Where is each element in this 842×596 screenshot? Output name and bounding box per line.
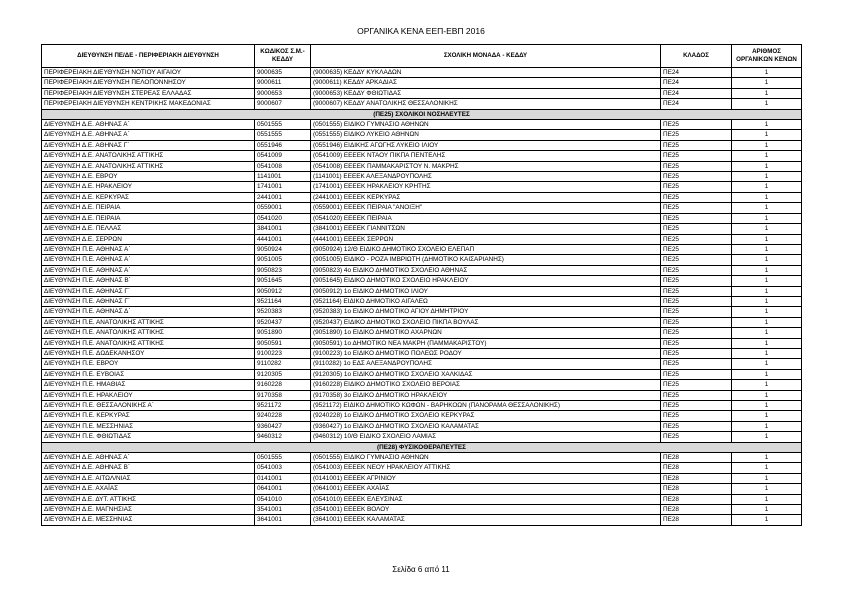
cell-specialty: ΠΕ25 — [661, 130, 732, 140]
cell-specialty: ΠΕ28 — [661, 453, 732, 463]
cell-specialty: ΠΕ25 — [661, 411, 732, 421]
cell-school: (3641001) ΕΕΕΕΚ ΚΑΛΑΜΑΤΑΣ — [311, 515, 661, 525]
cell-school: (0641001) ΕΕΕΕΚ ΑΧΑΪΑΣ — [311, 484, 661, 494]
cell-specialty: ΠΕ25 — [661, 348, 732, 358]
section-title: (ΠΕ25) ΣΧΟΛΙΚΟΙ ΝΟΣΗΛΕΥΤΕΣ — [42, 109, 802, 119]
cell-directorate: ΔΙΕΥΘΥΝΣΗ Δ.Ε. ΜΕΣΣΗΝΙΑΣ — [42, 515, 255, 525]
table-row — [42, 182, 802, 192]
cell-vacancies: 1 — [732, 432, 802, 442]
table-row — [42, 255, 802, 265]
cell-specialty: ΠΕ25 — [661, 265, 732, 275]
cell-specialty: ΠΕ24 — [661, 78, 732, 88]
cell-directorate: ΔΙΕΥΘΥΝΣΗ Δ.Ε. ΑΘΗΝΑΣ Α΄ — [42, 453, 255, 463]
cell-vacancies: 1 — [732, 338, 802, 348]
table-row — [42, 328, 802, 338]
cell-code: 0501555 — [255, 453, 311, 463]
cell-directorate: ΔΙΕΥΘΥΝΣΗ Π.Ε. ΑΘΗΝΑΣ Α΄ — [42, 265, 255, 275]
cell-vacancies: 1 — [732, 505, 802, 515]
cell-vacancies: 1 — [732, 203, 802, 213]
cell-specialty: ΠΕ28 — [661, 484, 732, 494]
cell-vacancies: 1 — [732, 88, 802, 98]
cell-school: (3841001) ΕΕΕΕΚ ΓΙΑΝΝΙΤΣΩΝ — [311, 224, 661, 234]
cell-code: 9170358 — [255, 390, 311, 400]
cell-vacancies: 1 — [732, 484, 802, 494]
cell-specialty: ΠΕ25 — [661, 317, 732, 327]
cell-school: (9360427) 1ο ΕΙΔΙΚΟ ΔΗΜΟΤΙΚΟ ΣΧΟΛΕΙΟ ΚΑΛΑΜΑΤΑΣ — [311, 421, 661, 431]
table-row — [42, 421, 802, 431]
cell-specialty: ΠΕ25 — [661, 213, 732, 223]
table-row — [42, 390, 802, 400]
cell-directorate: ΔΙΕΥΘΥΝΣΗ Δ.Ε. ΠΕΙΡΑΙΑ — [42, 203, 255, 213]
cell-directorate: ΔΙΕΥΘΥΝΣΗ Π.Ε. ΑΘΗΝΑΣ Α΄ — [42, 244, 255, 254]
cell-specialty: ΠΕ25 — [661, 338, 732, 348]
cell-school: (9051645) ΕΙΔΙΚΟ ΔΗΜΟΤΙΚΟ ΣΧΟΛΕΙΟ ΗΡΑΚΛΕΙΟΥ — [311, 276, 661, 286]
table-row — [42, 286, 802, 296]
cell-vacancies: 1 — [732, 390, 802, 400]
cell-school: (1741001) ΕΕΕΕΚ ΗΡΑΚΛΕΙΟΥ ΚΡΗΤΗΣ — [311, 182, 661, 192]
cell-vacancies: 1 — [732, 151, 802, 161]
cell-directorate: ΠΕΡΙΦΕΡΕΙΑΚΗ ΔΙΕΥΘΥΝΣΗ ΠΕΛΟΠΟΝΝΗΣΟΥ — [42, 78, 255, 88]
cell-vacancies: 1 — [732, 307, 802, 317]
cell-directorate: ΔΙΕΥΘΥΝΣΗ Δ.Ε. ΜΑΓΝΗΣΙΑΣ — [42, 505, 255, 515]
cell-code: 9520437 — [255, 317, 311, 327]
cell-code: 0559001 — [255, 203, 311, 213]
table-row — [42, 244, 802, 254]
cell-vacancies: 1 — [732, 224, 802, 234]
cell-school: (9000611) ΚΕΔΔΥ ΑΡΚΑΔΙΑΣ — [311, 78, 661, 88]
cell-specialty: ΠΕ28 — [661, 515, 732, 525]
table-row — [42, 359, 802, 369]
cell-code: 2441001 — [255, 192, 311, 202]
cell-directorate: ΔΙΕΥΘΥΝΣΗ Π.Ε. ΑΝΑΤΟΛΙΚΗΣ ΑΤΤΙΚΗΣ — [42, 328, 255, 338]
cell-directorate: ΠΕΡΙΦΕΡΕΙΑΚΗ ΔΙΕΥΘΥΝΣΗ ΣΤΕΡΕΑΣ ΕΛΛΑΔΑΣ — [42, 88, 255, 98]
cell-school: (9460312) 10/Θ ΕΙΔΙΚΟ ΣΧΟΛΕΙΟ ΛΑΜΙΑΣ — [311, 432, 661, 442]
table-row — [42, 68, 802, 78]
table-row — [42, 88, 802, 98]
cell-specialty: ΠΕ25 — [661, 203, 732, 213]
cell-directorate: ΔΙΕΥΘΥΝΣΗ Δ.Ε. ΗΡΑΚΛΕΙΟΥ — [42, 182, 255, 192]
cell-specialty: ΠΕ25 — [661, 192, 732, 202]
table-row — [42, 213, 802, 223]
cell-school: (4441001) ΕΕΕΕΚ ΣΕΡΡΩΝ — [311, 234, 661, 244]
cell-code: 1141001 — [255, 172, 311, 182]
cell-code: 9051005 — [255, 255, 311, 265]
cell-school: (9520437) ΕΙΔΙΚΟ ΔΗΜΟΤΙΚΟ ΣΧΟΛΕΙΟ ΠΙΚΠΑ ΒΟΥΛΑΣ — [311, 317, 661, 327]
cell-specialty: ΠΕ25 — [661, 140, 732, 150]
page-title: ΟΡΓΑΝΙΚΑ ΚΕΝΑ ΕΕΠ-ΕΒΠ 2016 — [357, 26, 485, 36]
table-row — [42, 380, 802, 390]
cell-school: (9110282) 1ο ΕΔΣ ΑΛΕΞΑΝΔΡΟΥΠΟΛΗΣ — [311, 359, 661, 369]
table-row — [42, 317, 802, 327]
cell-code: 9050924 — [255, 244, 311, 254]
table-row — [42, 172, 802, 182]
section-header-row — [42, 109, 802, 119]
cell-directorate: ΔΙΕΥΘΥΝΣΗ Δ.Ε. ΣΕΡΡΩΝ — [42, 234, 255, 244]
cell-vacancies: 1 — [732, 182, 802, 192]
cell-vacancies: 1 — [732, 99, 802, 109]
cell-specialty: ΠΕ25 — [661, 182, 732, 192]
cell-school: (0559001) ΕΕΕΕΚ ΠΕΙΡΑΙΑ "ΑΝΟΙΞΗ" — [311, 203, 661, 213]
cell-directorate: ΔΙΕΥΘΥΝΣΗ Π.Ε. ΕΒΡΟΥ — [42, 359, 255, 369]
cell-code: 9100223 — [255, 348, 311, 358]
cell-vacancies: 1 — [732, 359, 802, 369]
cell-vacancies: 1 — [732, 213, 802, 223]
cell-directorate: ΔΙΕΥΘΥΝΣΗ Π.Ε. ΑΘΗΝΑΣ Α΄ — [42, 255, 255, 265]
cell-specialty: ΠΕ25 — [661, 172, 732, 182]
vacancies-table — [41, 44, 802, 526]
table-row — [42, 338, 802, 348]
cell-specialty: ΠΕ25 — [661, 432, 732, 442]
cell-school: (0501555) ΕΙΔΙΚΟ ΓΥΜΝΑΣΙΟ ΑΘΗΝΩΝ — [311, 453, 661, 463]
cell-specialty: ΠΕ25 — [661, 151, 732, 161]
cell-vacancies: 1 — [732, 328, 802, 338]
cell-school: (9100223) 1ο ΕΙΔΙΚΟ ΔΗΜΟΤΙΚΟ ΠΟΛΕΩΣ ΡΟΔΟΥ — [311, 348, 661, 358]
table-row — [42, 505, 802, 515]
cell-school: (9050924) 12/Θ ΕΙΔΙΚΟ ΔΗΜΟΤΙΚΟ ΣΧΟΛΕΙΟ ΕΛΕΠΑΠ — [311, 244, 661, 254]
cell-vacancies: 1 — [732, 192, 802, 202]
cell-school: (0541020) ΕΕΕΕΚ ΠΕΙΡΑΙΑ — [311, 213, 661, 223]
cell-directorate: ΔΙΕΥΘΥΝΣΗ Π.Ε. ΑΘΗΝΑΣ Β΄ — [42, 276, 255, 286]
cell-directorate: ΔΙΕΥΘΥΝΣΗ Δ.Ε. ΚΕΡΚΥΡΑΣ — [42, 192, 255, 202]
cell-code: 9000635 — [255, 68, 311, 78]
cell-directorate: ΔΙΕΥΘΥΝΣΗ Π.Ε. ΦΘΙΩΤΙΔΑΣ — [42, 432, 255, 442]
cell-specialty: ΠΕ25 — [661, 296, 732, 306]
cell-directorate: ΔΙΕΥΘΥΝΣΗ Π.Ε. ΑΘΗΝΑΣ Δ΄ — [42, 307, 255, 317]
cell-school: (0551946) ΕΙΔΙΚΗΣ ΑΓΩΓΗΣ ΛΥΚΕΙΟ ΙΛΙΟΥ — [311, 140, 661, 150]
table-row — [42, 203, 802, 213]
cell-school: (0541008) ΕΕΕΕΚ ΠΑΜΜΑΚΑΡΙΣΤΟΥ Ν. ΜΑΚΡΗΣ — [311, 161, 661, 171]
cell-specialty: ΠΕ28 — [661, 505, 732, 515]
table-row — [42, 161, 802, 171]
table-header-row — [42, 45, 802, 68]
cell-directorate: ΔΙΕΥΘΥΝΣΗ Π.Ε. ΗΜΑΘΙΑΣ — [42, 380, 255, 390]
cell-code: 3541001 — [255, 505, 311, 515]
cell-code: 0541008 — [255, 161, 311, 171]
cell-vacancies: 1 — [732, 317, 802, 327]
cell-vacancies: 1 — [732, 369, 802, 379]
cell-code: 9460312 — [255, 432, 311, 442]
cell-vacancies: 1 — [732, 286, 802, 296]
cell-code: 0541010 — [255, 494, 311, 504]
cell-code: 9051890 — [255, 328, 311, 338]
table-body — [42, 68, 802, 526]
cell-directorate: ΠΕΡΙΦΕΡΕΙΑΚΗ ΔΙΕΥΘΥΝΣΗ ΝΟΤΙΟΥ ΑΙΓΑΙΟΥ — [42, 68, 255, 78]
cell-school: (9120305) 1ο ΕΙΔΙΚΟ ΔΗΜΟΤΙΚΟ ΣΧΟΛΕΙΟ ΧΑΛΚΙΔΑΣ — [311, 369, 661, 379]
cell-code: 9050823 — [255, 265, 311, 275]
cell-specialty: ΠΕ25 — [661, 401, 732, 411]
cell-code: 3641001 — [255, 515, 311, 525]
table-row — [42, 78, 802, 88]
cell-school: (9520383) 1ο ΕΙΔΙΚΟ ΔΗΜΟΤΙΚΟ ΑΓΙΟΥ ΔΗΜΗΤΡΙΟΥ — [311, 307, 661, 317]
cell-school: (0541003) ΕΕΕΕΚ ΝΕΟΥ ΗΡΑΚΛΕΙΟΥ ΑΤΤΙΚΗΣ — [311, 463, 661, 473]
cell-vacancies: 1 — [732, 265, 802, 275]
cell-directorate: ΔΙΕΥΘΥΝΣΗ Π.Ε. ΑΝΑΤΟΛΙΚΗΣ ΑΤΤΙΚΗΣ — [42, 317, 255, 327]
cell-school: (2441001) ΕΕΕΕΚ ΚΕΡΚΥΡΑΣ — [311, 192, 661, 202]
table-row — [42, 494, 802, 504]
table-row — [42, 348, 802, 358]
table-row — [42, 276, 802, 286]
cell-specialty: ΠΕ24 — [661, 88, 732, 98]
cell-school: (9050823) 4ο ΕΙΔΙΚΟ ΔΗΜΟΤΙΚΟ ΣΧΟΛΕΙΟ ΑΘΗΝΑΣ — [311, 265, 661, 275]
cell-directorate: ΔΙΕΥΘΥΝΣΗ Π.Ε. ΚΕΡΚΥΡΑΣ — [42, 411, 255, 421]
cell-directorate: ΔΙΕΥΘΥΝΣΗ Δ.Ε. ΕΒΡΟΥ — [42, 172, 255, 182]
page-number: Σελίδα 6 από 11 — [392, 565, 450, 574]
cell-vacancies: 1 — [732, 276, 802, 286]
cell-directorate: ΔΙΕΥΘΥΝΣΗ Δ.Ε. ΑΘΗΝΑΣ Γ΄ — [42, 140, 255, 150]
cell-specialty: ΠΕ25 — [661, 244, 732, 254]
section-header-row — [42, 442, 802, 452]
column-header-vacancies: ΑΡΙΘΜΟΣ ΟΡΓΑΝΙΚΩΝ ΚΕΝΩΝ — [732, 45, 802, 68]
cell-vacancies: 1 — [732, 140, 802, 150]
cell-specialty: ΠΕ25 — [661, 328, 732, 338]
cell-directorate: ΔΙΕΥΘΥΝΣΗ Δ.Ε. ΔΥΤ. ΑΤΤΙΚΗΣ — [42, 494, 255, 504]
cell-school: (9160228) ΕΙΔΙΚΟ ΔΗΜΟΤΙΚΟ ΣΧΟΛΕΙΟ ΒΕΡΟΙΑΣ — [311, 380, 661, 390]
cell-code: 0141001 — [255, 473, 311, 483]
table-row — [42, 296, 802, 306]
cell-vacancies: 1 — [732, 172, 802, 182]
cell-vacancies: 1 — [732, 411, 802, 421]
cell-code: 0551946 — [255, 140, 311, 150]
cell-code: 0551555 — [255, 130, 311, 140]
cell-specialty: ΠΕ28 — [661, 494, 732, 504]
table-row — [42, 265, 802, 275]
cell-code: 9360427 — [255, 421, 311, 431]
cell-vacancies: 1 — [732, 130, 802, 140]
cell-school: (0141001) ΕΕΕΕΚ ΑΓΡΙΝΙΟΥ — [311, 473, 661, 483]
cell-directorate: ΔΙΕΥΘΥΝΣΗ Δ.Ε. ΑΙΤΩΛ/ΝΙΑΣ — [42, 473, 255, 483]
cell-code: 9050912 — [255, 286, 311, 296]
table-row — [42, 473, 802, 483]
cell-vacancies: 1 — [732, 401, 802, 411]
cell-specialty: ΠΕ25 — [661, 286, 732, 296]
cell-school: (3541001) ΕΕΕΕΚ ΒΟΛΟΥ — [311, 505, 661, 515]
table-row — [42, 453, 802, 463]
cell-vacancies: 1 — [732, 234, 802, 244]
cell-specialty: ΠΕ25 — [661, 380, 732, 390]
cell-code: 9000653 — [255, 88, 311, 98]
cell-specialty: ΠΕ25 — [661, 359, 732, 369]
cell-code: 9520383 — [255, 307, 311, 317]
table-row — [42, 234, 802, 244]
cell-specialty: ΠΕ25 — [661, 255, 732, 265]
cell-vacancies: 1 — [732, 78, 802, 88]
cell-vacancies: 1 — [732, 161, 802, 171]
table-row — [42, 307, 802, 317]
column-header-directorate: ΔΙΕΥΘΥΝΣΗ ΠΕ/ΔΕ - ΠΕΡΙΦΕΡΙΑΚΗ ΔΙΕΥΘΥΝΣΗ — [42, 45, 255, 68]
cell-specialty: ΠΕ25 — [661, 421, 732, 431]
cell-specialty: ΠΕ25 — [661, 307, 732, 317]
cell-school: (9051890) 1ο ΕΙΔΙΚΟ ΔΗΜΟΤΙΚΟ ΑΧΑΡΝΩΝ — [311, 328, 661, 338]
cell-school: (9000635) ΚΕΔΔΥ ΚΥΚΛΑΔΩΝ — [311, 68, 661, 78]
cell-code: 0541020 — [255, 213, 311, 223]
cell-school: (0501555) ΕΙΔΙΚΟ ΓΥΜΝΑΣΙΟ ΑΘΗΝΩΝ — [311, 120, 661, 130]
cell-code: 1741001 — [255, 182, 311, 192]
cell-code: 0541003 — [255, 463, 311, 473]
cell-directorate: ΔΙΕΥΘΥΝΣΗ Π.Ε. ΕΥΒΟΙΑΣ — [42, 369, 255, 379]
cell-specialty: ΠΕ25 — [661, 276, 732, 286]
cell-school: (0541010) ΕΕΕΕΚ ΕΛΕΥΣΙΝΑΣ — [311, 494, 661, 504]
cell-specialty: ΠΕ25 — [661, 161, 732, 171]
cell-directorate: ΔΙΕΥΘΥΝΣΗ Δ.Ε. ΑΝΑΤΟΛΙΚΗΣ ΑΤΤΙΚΗΣ — [42, 151, 255, 161]
cell-directorate: ΔΙΕΥΘΥΝΣΗ Π.Ε. ΗΡΑΚΛΕΙΟΥ — [42, 390, 255, 400]
cell-code: 9050591 — [255, 338, 311, 348]
cell-directorate: ΔΙΕΥΘΥΝΣΗ Π.Ε. ΑΘΗΝΑΣ Γ΄ — [42, 296, 255, 306]
cell-school: (0541009) ΕΕΕΕΚ ΝΤΑΟΥ ΠΙΚΠΑ ΠΕΝΤΕΛΗΣ — [311, 151, 661, 161]
cell-specialty: ΠΕ24 — [661, 68, 732, 78]
column-header-school: ΣΧΟΛΙΚΗ ΜΟΝΑΔΑ - ΚΕΔΔΥ — [311, 45, 661, 68]
cell-specialty: ΠΕ28 — [661, 463, 732, 473]
cell-code: 9000607 — [255, 99, 311, 109]
cell-specialty: ΠΕ25 — [661, 120, 732, 130]
cell-school: (9521164) ΕΙΔΙΚΟ ΔΗΜΟΤΙΚΟ ΑΙΓΑΛΕΩ — [311, 296, 661, 306]
cell-directorate: ΔΙΕΥΘΥΝΣΗ Δ.Ε. ΠΕΛΛΑΣ — [42, 224, 255, 234]
table-row — [42, 224, 802, 234]
cell-code: 0501555 — [255, 120, 311, 130]
cell-school: (9051005) ΕΙΔΙΚΟ - ΡΟΖΑ ΙΜΒΡΙΩΤΗ (ΔΗΜΟΤΙΚΟ ΚΑΙΣΑΡΙΑΝΗΣ) — [311, 255, 661, 265]
cell-directorate: ΔΙΕΥΘΥΝΣΗ Π.Ε. ΑΝΑΤΟΛΙΚΗΣ ΑΤΤΙΚΗΣ — [42, 338, 255, 348]
cell-vacancies: 1 — [732, 244, 802, 254]
cell-vacancies: 1 — [732, 120, 802, 130]
cell-vacancies: 1 — [732, 380, 802, 390]
cell-school: (9000607) ΚΕΔΔΥ ΑΝΑΤΟΛΙΚΗΣ ΘΕΣΣΑΛΟΝΙΚΗΣ — [311, 99, 661, 109]
table-row — [42, 192, 802, 202]
table-row — [42, 120, 802, 130]
table-row — [42, 401, 802, 411]
cell-school: (9050591) 1ο ΔΗΜΟΤΙΚΟ ΝΕΑ ΜΑΚΡΗ (ΠΑΜΜΑΚΑΡΙΣΤΟΥ) — [311, 338, 661, 348]
cell-vacancies: 1 — [732, 453, 802, 463]
cell-directorate: ΔΙΕΥΘΥΝΣΗ Π.Ε. ΘΕΣΣΑΛΟΝΙΚΗΣ Α΄ — [42, 401, 255, 411]
cell-school: (9240228) 1ο ΕΙΔΙΚΟ ΔΗΜΟΤΙΚΟ ΣΧΟΛΕΙΟ ΚΕΡΚΥΡΑΣ — [311, 411, 661, 421]
cell-specialty: ΠΕ28 — [661, 473, 732, 483]
cell-directorate: ΔΙΕΥΘΥΝΣΗ Π.Ε. ΜΕΣΣΗΝΙΑΣ — [42, 421, 255, 431]
cell-school: (9521172) ΕΙΔΙΚΟ ΔΗΜΟΤΙΚΟ ΚΩΦΩΝ - ΒΑΡΗΚΟΩΝ (ΠΑΝΟΡΑΜΑ ΘΕΣΣΑΛΟΝΙΚΗΣ) — [311, 401, 661, 411]
cell-vacancies: 1 — [732, 68, 802, 78]
table-row — [42, 99, 802, 109]
table-row — [42, 463, 802, 473]
cell-school: (9170358) 3ο ΕΙΔΙΚΟ ΔΗΜΟΤΙΚΟ ΗΡΑΚΛΕΙΟΥ — [311, 390, 661, 400]
cell-vacancies: 1 — [732, 296, 802, 306]
cell-directorate: ΔΙΕΥΘΥΝΣΗ Δ.Ε. ΑΘΗΝΑΣ Α΄ — [42, 130, 255, 140]
cell-specialty: ΠΕ25 — [661, 234, 732, 244]
table-row — [42, 515, 802, 525]
cell-directorate: ΔΙΕΥΘΥΝΣΗ Π.Ε. ΔΩΔΕΚΑΝΗΣΟΥ — [42, 348, 255, 358]
cell-code: 9521172 — [255, 401, 311, 411]
cell-school: (9000653) ΚΕΔΔΥ ΦΘΙΩΤΙΔΑΣ — [311, 88, 661, 98]
table-row — [42, 140, 802, 150]
cell-specialty: ΠΕ24 — [661, 99, 732, 109]
column-header-specialty: ΚΛΑΔΟΣ — [661, 45, 732, 68]
table-row — [42, 369, 802, 379]
cell-code: 9051645 — [255, 276, 311, 286]
cell-specialty: ΠΕ25 — [661, 390, 732, 400]
cell-specialty: ΠΕ25 — [661, 369, 732, 379]
cell-code: 9160228 — [255, 380, 311, 390]
cell-code: 3841001 — [255, 224, 311, 234]
cell-vacancies: 1 — [732, 515, 802, 525]
table-row — [42, 432, 802, 442]
cell-code: 0541009 — [255, 151, 311, 161]
column-header-code: ΚΩΔΙΚΟΣ Σ.Μ.-ΚΕΔΔΥ — [255, 45, 311, 68]
cell-vacancies: 1 — [732, 255, 802, 265]
cell-directorate: ΔΙΕΥΘΥΝΣΗ Δ.Ε. ΠΕΙΡΑΙΑ — [42, 213, 255, 223]
cell-code: 9521164 — [255, 296, 311, 306]
cell-school: (1141001) ΕΕΕΕΚ ΑΛΕΞΑΝΔΡΟΥΠΟΛΗΣ — [311, 172, 661, 182]
cell-code: 9110282 — [255, 359, 311, 369]
cell-code: 9120305 — [255, 369, 311, 379]
cell-directorate: ΔΙΕΥΘΥΝΣΗ Π.Ε. ΑΘΗΝΑΣ Γ΄ — [42, 286, 255, 296]
cell-directorate: ΔΙΕΥΘΥΝΣΗ Δ.Ε. ΑΧΑΪΑΣ — [42, 484, 255, 494]
cell-code: 9240228 — [255, 411, 311, 421]
cell-directorate: ΔΙΕΥΘΥΝΣΗ Δ.Ε. ΑΘΗΝΑΣ Β΄ — [42, 463, 255, 473]
cell-vacancies: 1 — [732, 421, 802, 431]
cell-specialty: ΠΕ25 — [661, 224, 732, 234]
cell-code: 0641001 — [255, 484, 311, 494]
cell-directorate: ΔΙΕΥΘΥΝΣΗ Δ.Ε. ΑΝΑΤΟΛΙΚΗΣ ΑΤΤΙΚΗΣ — [42, 161, 255, 171]
cell-code: 4441001 — [255, 234, 311, 244]
cell-vacancies: 1 — [732, 473, 802, 483]
cell-vacancies: 1 — [732, 348, 802, 358]
cell-school: (0551555) ΕΙΔΙΚΟ ΛΥΚΕΙΟ ΑΘΗΝΩΝ — [311, 130, 661, 140]
cell-vacancies: 1 — [732, 463, 802, 473]
cell-school: (9050912) 1ο ΕΙΔΙΚΟ ΔΗΜΟΤΙΚΟ ΙΛΙΟΥ — [311, 286, 661, 296]
table-row — [42, 411, 802, 421]
cell-code: 9000611 — [255, 78, 311, 88]
table-row — [42, 130, 802, 140]
table-row — [42, 484, 802, 494]
section-title: (ΠΕ28) ΦΥΣΙΚΟΘΕΡΑΠΕΥΤΕΣ — [42, 442, 802, 452]
cell-directorate: ΔΙΕΥΘΥΝΣΗ Δ.Ε. ΑΘΗΝΑΣ Α΄ — [42, 120, 255, 130]
cell-directorate: ΠΕΡΙΦΕΡΕΙΑΚΗ ΔΙΕΥΘΥΝΣΗ ΚΕΝΤΡΙΚΗΣ ΜΑΚΕΔΟΝΙΑΣ — [42, 99, 255, 109]
table-row — [42, 151, 802, 161]
cell-vacancies: 1 — [732, 494, 802, 504]
